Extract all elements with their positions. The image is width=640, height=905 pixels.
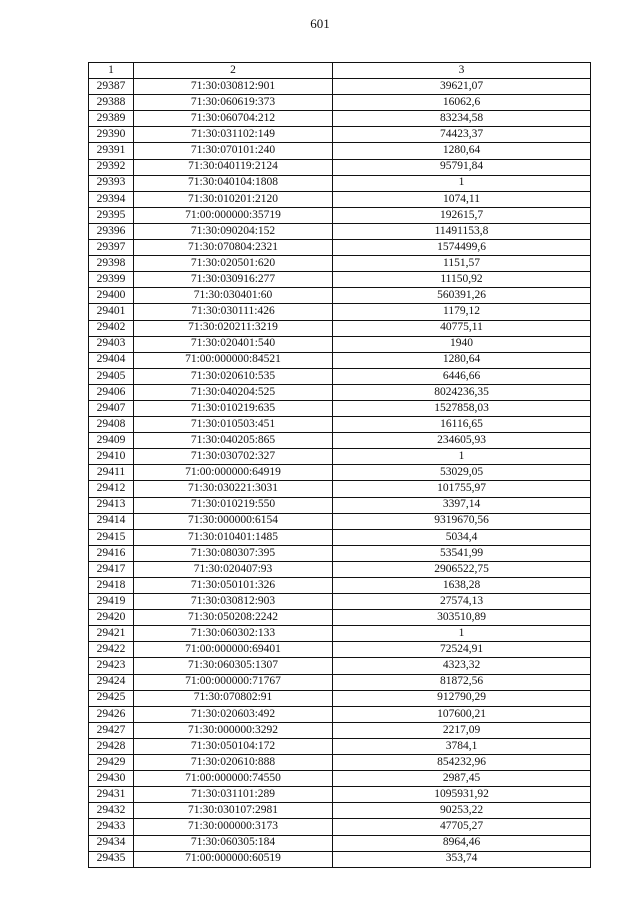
value-cell: 192615,7 [333, 207, 591, 223]
table-row [89, 352, 591, 368]
table-row [89, 384, 591, 400]
table-row [89, 561, 591, 577]
value-cell: 1095931,92 [333, 787, 591, 803]
row-number-cell: 29398 [89, 256, 134, 272]
value-cell: 1527858,03 [333, 400, 591, 416]
cadastral-number-cell: 71:30:030401:60 [134, 288, 333, 304]
row-number-cell: 29435 [89, 851, 134, 867]
row-number-cell: 29412 [89, 481, 134, 497]
row-number-cell: 29390 [89, 127, 134, 143]
row-number-cell: 29397 [89, 240, 134, 256]
row-number-cell: 29393 [89, 175, 134, 191]
value-cell: 4323,32 [333, 658, 591, 674]
cadastral-number-cell: 71:30:031102:149 [134, 127, 333, 143]
cadastral-number-cell: 71:00:000000:64919 [134, 465, 333, 481]
value-cell: 1574499,6 [333, 240, 591, 256]
cadastral-number-cell: 71:30:020610:535 [134, 368, 333, 384]
value-cell: 2906522,75 [333, 561, 591, 577]
table-row [89, 127, 591, 143]
table-row [89, 433, 591, 449]
cadastral-value-table [88, 62, 591, 868]
table-row [89, 594, 591, 610]
table-row [89, 481, 591, 497]
row-number-cell: 29402 [89, 320, 134, 336]
cadastral-number-cell: 71:30:060302:133 [134, 626, 333, 642]
cadastral-number-cell: 71:30:030812:903 [134, 594, 333, 610]
cadastral-number-cell: 71:30:030702:327 [134, 449, 333, 465]
value-cell: 81872,56 [333, 674, 591, 690]
value-cell: 912790,29 [333, 690, 591, 706]
cadastral-number-cell: 71:30:030111:426 [134, 304, 333, 320]
row-number-cell: 29417 [89, 561, 134, 577]
table-row [89, 738, 591, 754]
value-cell: 3784,1 [333, 738, 591, 754]
cadastral-number-cell: 71:00:000000:71767 [134, 674, 333, 690]
table-row [89, 336, 591, 352]
value-cell: 16062,6 [333, 95, 591, 111]
cadastral-number-cell: 71:30:010201:2120 [134, 191, 333, 207]
column-header-2: 2 [134, 63, 333, 79]
cadastral-number-cell: 71:00:000000:84521 [134, 352, 333, 368]
cadastral-number-cell: 71:00:000000:74550 [134, 771, 333, 787]
table-row [89, 578, 591, 594]
table-row [89, 706, 591, 722]
table-row [89, 465, 591, 481]
table-row [89, 449, 591, 465]
row-number-cell: 29388 [89, 95, 134, 111]
table-row [89, 771, 591, 787]
table-row [89, 304, 591, 320]
row-number-cell: 29434 [89, 835, 134, 851]
value-cell: 8024236,35 [333, 384, 591, 400]
value-cell: 39621,07 [333, 79, 591, 95]
table-row [89, 819, 591, 835]
row-number-cell: 29424 [89, 674, 134, 690]
table-row [89, 722, 591, 738]
table-row [89, 288, 591, 304]
table-row [89, 175, 591, 191]
table-row [89, 851, 591, 867]
cadastral-number-cell: 71:30:000000:3292 [134, 722, 333, 738]
row-number-cell: 29401 [89, 304, 134, 320]
table-row [89, 626, 591, 642]
row-number-cell: 29413 [89, 497, 134, 513]
cadastral-number-cell: 71:30:040119:2124 [134, 159, 333, 175]
value-cell: 11491153,8 [333, 223, 591, 239]
cadastral-number-cell: 71:30:040204:525 [134, 384, 333, 400]
cadastral-number-cell: 71:00:000000:60519 [134, 851, 333, 867]
row-number-cell: 29431 [89, 787, 134, 803]
value-cell: 90253,22 [333, 803, 591, 819]
cadastral-number-cell: 71:30:040104:1808 [134, 175, 333, 191]
row-number-cell: 29409 [89, 433, 134, 449]
value-cell: 9319670,56 [333, 513, 591, 529]
table-row [89, 256, 591, 272]
value-cell: 5034,4 [333, 529, 591, 545]
table-row [89, 223, 591, 239]
value-cell: 1151,57 [333, 256, 591, 272]
row-number-cell: 29392 [89, 159, 134, 175]
value-cell: 53029,05 [333, 465, 591, 481]
cadastral-number-cell: 71:30:090204:152 [134, 223, 333, 239]
row-number-cell: 29389 [89, 111, 134, 127]
row-number-cell: 29430 [89, 771, 134, 787]
cadastral-number-cell: 71:30:080307:395 [134, 545, 333, 561]
cadastral-number-cell: 71:30:020401:540 [134, 336, 333, 352]
table-row [89, 690, 591, 706]
table-row [89, 513, 591, 529]
value-cell: 2987,45 [333, 771, 591, 787]
value-cell: 95791,84 [333, 159, 591, 175]
table-row [89, 320, 591, 336]
cadastral-number-cell: 71:30:020407:93 [134, 561, 333, 577]
row-number-cell: 29421 [89, 626, 134, 642]
value-cell: 40775,11 [333, 320, 591, 336]
table-row [89, 272, 591, 288]
cadastral-number-cell: 71:30:030916:277 [134, 272, 333, 288]
value-cell: 47705,27 [333, 819, 591, 835]
row-number-cell: 29427 [89, 722, 134, 738]
table-row [89, 545, 591, 561]
value-cell: 1 [333, 449, 591, 465]
row-number-cell: 29408 [89, 417, 134, 433]
value-cell: 72524,91 [333, 642, 591, 658]
row-number-cell: 29403 [89, 336, 134, 352]
row-number-cell: 29405 [89, 368, 134, 384]
table-row [89, 111, 591, 127]
table-row [89, 400, 591, 416]
row-number-cell: 29419 [89, 594, 134, 610]
table-row [89, 755, 591, 771]
value-cell: 3397,14 [333, 497, 591, 513]
cadastral-number-cell: 71:30:000000:6154 [134, 513, 333, 529]
cadastral-number-cell: 71:30:010219:635 [134, 400, 333, 416]
cadastral-number-cell: 71:30:031101:289 [134, 787, 333, 803]
row-number-cell: 29416 [89, 545, 134, 561]
row-number-cell: 29407 [89, 400, 134, 416]
row-number-cell: 29422 [89, 642, 134, 658]
cadastral-number-cell: 71:30:060305:184 [134, 835, 333, 851]
value-cell: 1 [333, 175, 591, 191]
cadastral-number-cell: 71:30:050101:326 [134, 578, 333, 594]
table-row [89, 642, 591, 658]
table-row [89, 674, 591, 690]
cadastral-number-cell: 71:30:060619:373 [134, 95, 333, 111]
table-row [89, 143, 591, 159]
row-number-cell: 29411 [89, 465, 134, 481]
table-row [89, 368, 591, 384]
cadastral-number-cell: 71:30:030812:901 [134, 79, 333, 95]
cadastral-number-cell: 71:30:020501:620 [134, 256, 333, 272]
table-header-row [89, 63, 591, 79]
value-cell: 2217,09 [333, 722, 591, 738]
row-number-cell: 29420 [89, 610, 134, 626]
value-cell: 1280,64 [333, 143, 591, 159]
row-number-cell: 29433 [89, 819, 134, 835]
table-body [89, 63, 591, 868]
cadastral-number-cell: 71:30:070804:2321 [134, 240, 333, 256]
cadastral-number-cell: 71:30:070802:91 [134, 690, 333, 706]
value-cell: 8964,46 [333, 835, 591, 851]
cadastral-number-cell: 71:30:010219:550 [134, 497, 333, 513]
row-number-cell: 29415 [89, 529, 134, 545]
cadastral-number-cell: 71:30:070101:240 [134, 143, 333, 159]
table-row [89, 207, 591, 223]
table-row [89, 191, 591, 207]
cadastral-number-cell: 71:30:020211:3219 [134, 320, 333, 336]
column-header-1: 1 [89, 63, 134, 79]
cadastral-number-cell: 71:30:010401:1485 [134, 529, 333, 545]
value-cell: 1 [333, 626, 591, 642]
cadastral-number-cell: 71:30:030107:2981 [134, 803, 333, 819]
row-number-cell: 29428 [89, 738, 134, 754]
value-cell: 234605,93 [333, 433, 591, 449]
cadastral-number-cell: 71:30:060704:212 [134, 111, 333, 127]
row-number-cell: 29410 [89, 449, 134, 465]
table-row [89, 417, 591, 433]
cadastral-number-cell: 71:30:050208:2242 [134, 610, 333, 626]
value-cell: 1179,12 [333, 304, 591, 320]
row-number-cell: 29432 [89, 803, 134, 819]
table-row [89, 610, 591, 626]
row-number-cell: 29404 [89, 352, 134, 368]
page-number: 601 [310, 16, 330, 31]
row-number-cell: 29395 [89, 207, 134, 223]
value-cell: 11150,92 [333, 272, 591, 288]
table-row [89, 95, 591, 111]
table-row [89, 240, 591, 256]
table-row [89, 79, 591, 95]
row-number-cell: 29414 [89, 513, 134, 529]
row-number-cell: 29391 [89, 143, 134, 159]
table-row [89, 497, 591, 513]
value-cell: 353,74 [333, 851, 591, 867]
cadastral-number-cell: 71:00:000000:35719 [134, 207, 333, 223]
row-number-cell: 29423 [89, 658, 134, 674]
table-row [89, 787, 591, 803]
row-number-cell: 29396 [89, 223, 134, 239]
value-cell: 560391,26 [333, 288, 591, 304]
table-row [89, 835, 591, 851]
value-cell: 101755,97 [333, 481, 591, 497]
cadastral-number-cell: 71:30:020603:492 [134, 706, 333, 722]
value-cell: 27574,13 [333, 594, 591, 610]
cadastral-number-cell: 71:30:050104:172 [134, 738, 333, 754]
cadastral-number-cell: 71:30:020610:888 [134, 755, 333, 771]
cadastral-number-cell: 71:30:030221:3031 [134, 481, 333, 497]
cadastral-number-cell: 71:30:000000:3173 [134, 819, 333, 835]
row-number-cell: 29394 [89, 191, 134, 207]
value-cell: 1638,28 [333, 578, 591, 594]
row-number-cell: 29399 [89, 272, 134, 288]
row-number-cell: 29426 [89, 706, 134, 722]
value-cell: 1280,64 [333, 352, 591, 368]
cadastral-number-cell: 71:30:060305:1307 [134, 658, 333, 674]
table-row [89, 159, 591, 175]
row-number-cell: 29400 [89, 288, 134, 304]
value-cell: 303510,89 [333, 610, 591, 626]
value-cell: 83234,58 [333, 111, 591, 127]
row-number-cell: 29387 [89, 79, 134, 95]
table-row [89, 803, 591, 819]
column-header-3: 3 [333, 63, 591, 79]
value-cell: 6446,66 [333, 368, 591, 384]
cadastral-number-cell: 71:30:010503:451 [134, 417, 333, 433]
cadastral-number-cell: 71:30:040205:865 [134, 433, 333, 449]
value-cell: 16116,65 [333, 417, 591, 433]
value-cell: 53541,99 [333, 545, 591, 561]
row-number-cell: 29406 [89, 384, 134, 400]
cadastral-number-cell: 71:00:000000:69401 [134, 642, 333, 658]
table-row [89, 658, 591, 674]
value-cell: 107600,21 [333, 706, 591, 722]
value-cell: 74423,37 [333, 127, 591, 143]
row-number-cell: 29429 [89, 755, 134, 771]
row-number-cell: 29418 [89, 578, 134, 594]
value-cell: 854232,96 [333, 755, 591, 771]
value-cell: 1074,11 [333, 191, 591, 207]
table-row [89, 529, 591, 545]
row-number-cell: 29425 [89, 690, 134, 706]
value-cell: 1940 [333, 336, 591, 352]
